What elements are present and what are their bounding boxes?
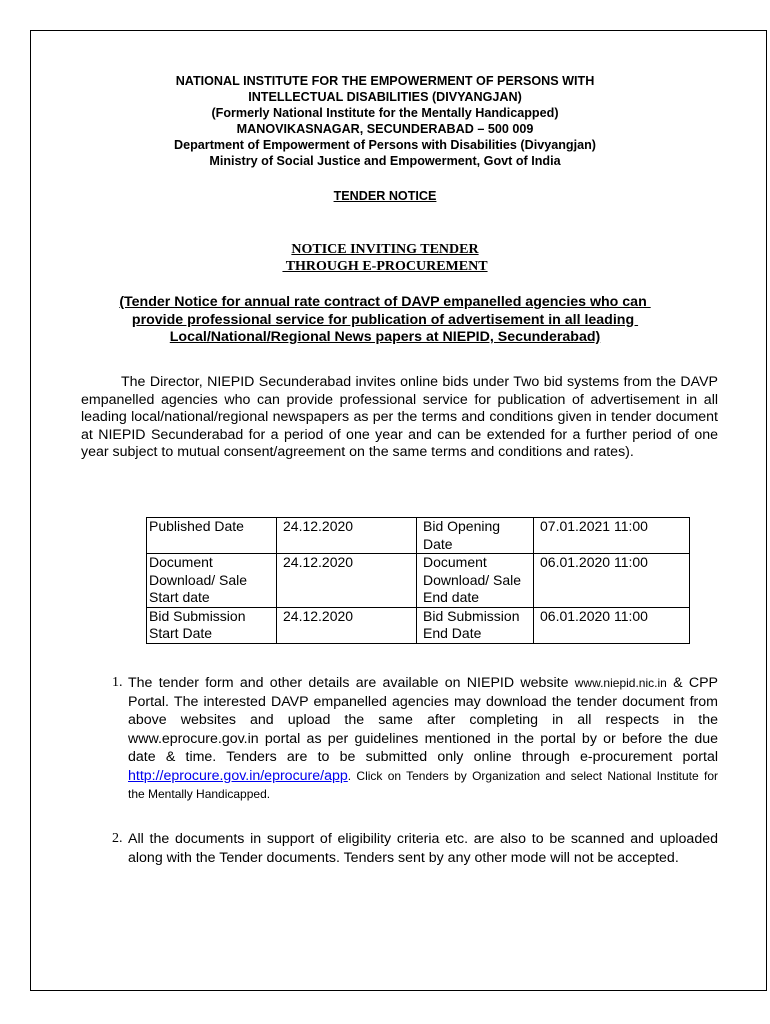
table-cell-value: 06.01.2020 11:00 xyxy=(534,607,690,643)
eprocure-link[interactable]: http://eprocure.gov.in/eprocure/app xyxy=(128,767,348,784)
header-line-5: Department of Empowerment of Persons with Disabilities (Divyangjan) xyxy=(174,138,596,152)
table-row xyxy=(147,607,690,643)
table-cell-label: Document Download/ Sale Start date xyxy=(147,554,277,608)
point-1-text-a: The tender form and other details are available on NIEPID website xyxy=(128,675,575,691)
point-2-paragraph: All the documents in support of eligibility criteria etc. are also to be scanned and uploaded along with the Tender documents. Tenders sent by any other mode will not be accepted. xyxy=(128,831,718,866)
table-cell-value: 24.12.2020 xyxy=(277,518,417,554)
institute-header xyxy=(0,73,770,169)
table-cell-value: 24.12.2020 xyxy=(277,554,417,608)
table-row xyxy=(147,518,690,554)
intro-paragraph: The Director, NIEPID Secunderabad invites online bids under Two bid systems from the DAVP empanelled agencies who can provide professional service for publication of advertisement in all leading local/national/regional newspapers as per the terms and conditions given in tender document at NIEPID Secunderabad for a period of one year and can be extended for a further period of one year subject to mutual consent/agreement on the same terms and conditions and rates). xyxy=(81,374,718,460)
header-line-2: INTELLECTUAL DISABILITIES (DIVYANGJAN) xyxy=(248,90,522,104)
dates-table xyxy=(146,517,690,644)
niepid-website-text: www.niepid.nic.in xyxy=(574,676,667,690)
table-cell-label: Bid Opening Date xyxy=(417,518,534,554)
header-line-6: Ministry of Social Justice and Empowerment, Govt of India xyxy=(209,154,561,168)
table-cell-label: Document Download/ Sale End date xyxy=(417,554,534,608)
tender-notice-heading: TENDER NOTICE xyxy=(333,189,437,203)
header-line-4: MANOVIKASNAGAR, SECUNDERABAD – 500 009 xyxy=(236,122,534,136)
header-line-1: NATIONAL INSTITUTE FOR THE EMPOWERMENT OF PERSONS WITH xyxy=(175,74,595,88)
table-row xyxy=(147,554,690,608)
header-line-3: (Formerly National Institute for the Mentally Handicapped) xyxy=(211,106,559,120)
subject-line-1: (Tender Notice for annual rate contract of DAVP empanelled agencies who can xyxy=(119,294,651,310)
notice-inviting-tender-heading xyxy=(0,241,770,275)
table-cell-value: 24.12.2020 xyxy=(277,607,417,643)
table-cell-label: Bid Submission End Date xyxy=(417,607,534,643)
point-1-number: 1. xyxy=(112,675,123,690)
point-1-text-c: . Click on Tenders by Organization and select National Institute for the Mentally Handicapped. xyxy=(128,768,718,801)
tender-subject xyxy=(0,294,770,347)
nit-line-1: NOTICE INVITING TENDER xyxy=(291,242,479,257)
nit-line-2: THROUGH E-PROCUREMENT xyxy=(282,259,488,274)
subject-line-2: provide professional service for publication of advertisement in all leading xyxy=(131,311,639,328)
table-cell-value: 07.01.2021 11:00 xyxy=(534,518,690,554)
point-2-number: 2. xyxy=(112,831,123,846)
table-cell-value: 06.01.2020 11:00 xyxy=(534,554,690,608)
point-1-text-b: & CPP Portal. The interested DAVP empanelled agencies may download the tender document from above websites and upload the same after completing in all respects in the www.eprocure.gov.in portal as per guidelines mentioned in the portal by or before the due date & time. Tenders are to be submitted only online through e-procurement portal xyxy=(128,675,718,765)
point-1-paragraph xyxy=(128,674,718,804)
subject-line-3: Local/National/Regional News papers at NIEPID, Secunderabad) xyxy=(169,329,601,345)
table-cell-label: Bid Submission Start Date xyxy=(147,607,277,643)
table-cell-label: Published Date xyxy=(147,518,277,554)
